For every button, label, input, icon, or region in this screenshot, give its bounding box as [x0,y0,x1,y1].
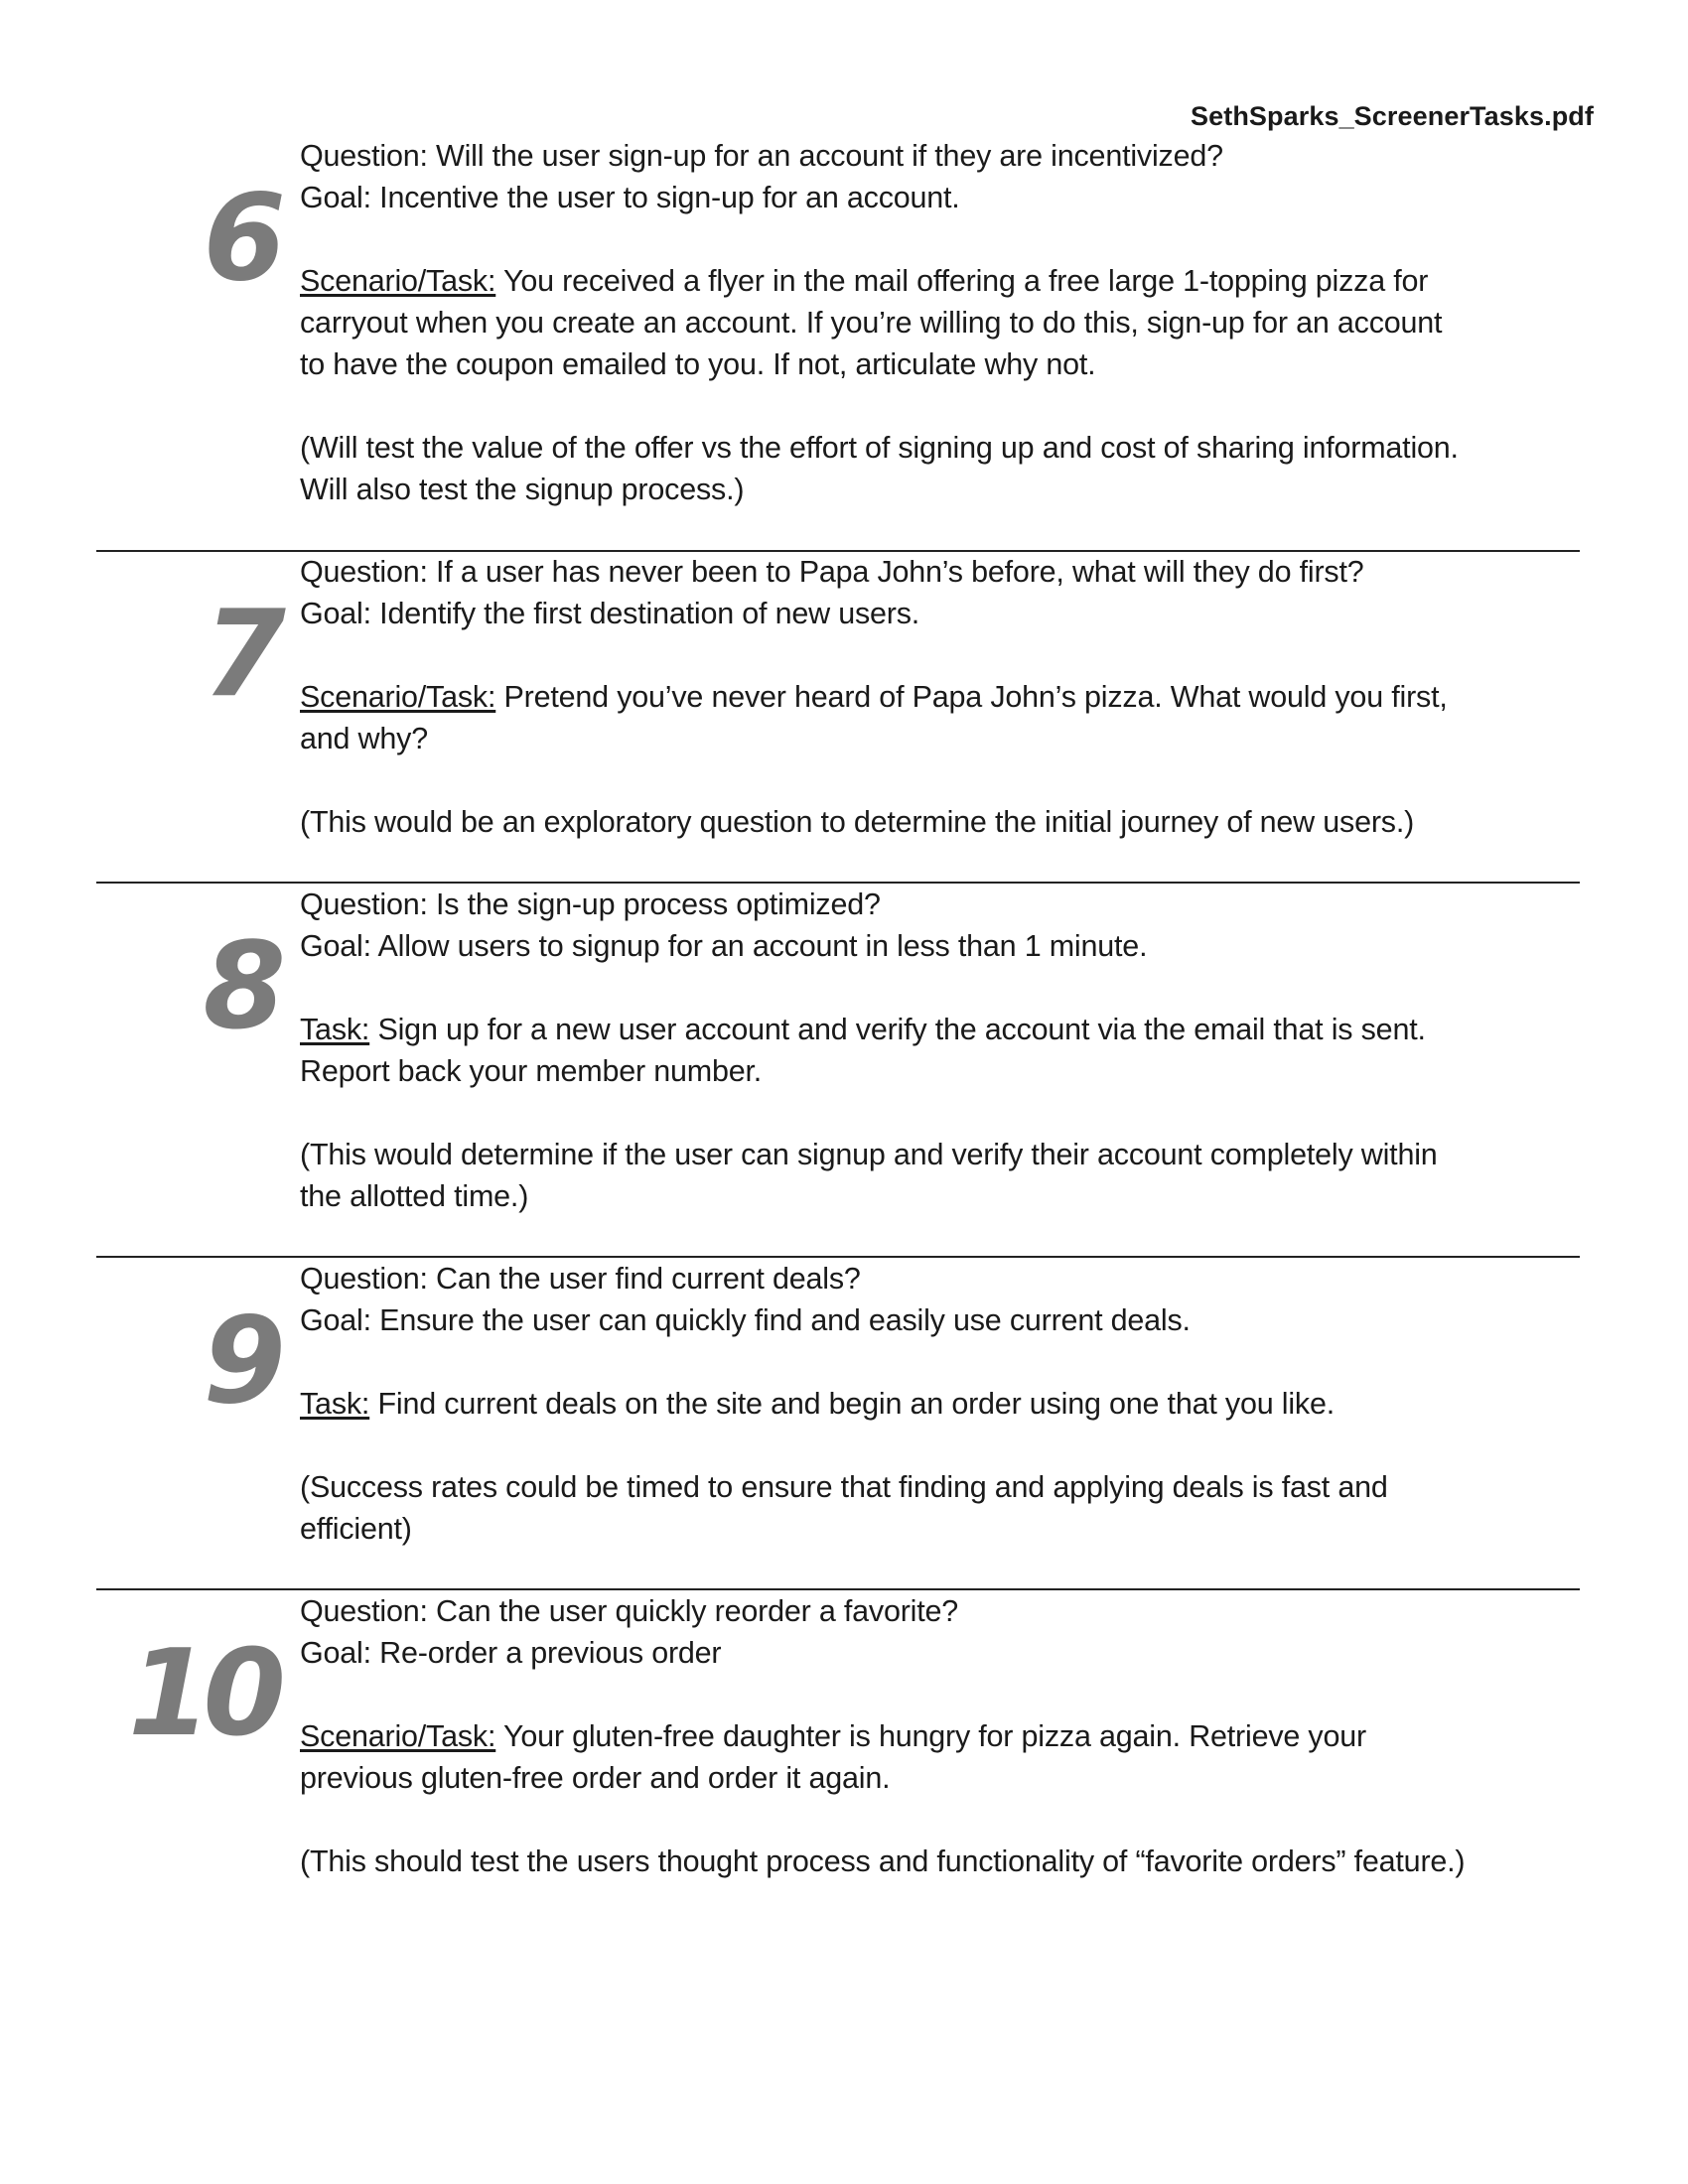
section-content [300,135,1591,510]
section-content [300,1590,1591,1882]
task-label: Scenario/Task: [300,680,496,714]
task-line: Task: Find current deals on the site and begin an order using one that you like. [300,1387,1335,1421]
task-line: Task: Sign up for a new user account and verify the account via the email that is sent. [300,1013,1426,1046]
section-content [300,884,1591,1217]
section-number: 6 [203,170,278,308]
question-text: Question: Can the user quickly reorder a favorite? [300,1594,959,1628]
note-text: (Success rates could be timed to ensure that finding and applying deals is fast and [300,1470,1388,1504]
task-line: Scenario/Task: Pretend you’ve never heard of Papa John’s pizza. What would you first, [300,680,1448,714]
goal-text: Goal: Incentive the user to sign-up for an account. [300,181,960,214]
task-line: Report back your member number. [300,1054,763,1088]
task-line: previous gluten-free order and order it again. [300,1761,891,1795]
task-label: Task: [300,1387,370,1421]
note-text: (This should test the users thought process and functionality of “favorite orders” feature.) [300,1844,1466,1878]
question-text: Question: If a user has never been to Papa John’s before, what will they do first? [300,555,1364,589]
question-text: Question: Is the sign-up process optimized? [300,887,881,921]
document-filename: SethSparks_ScreenerTasks.pdf [1191,101,1594,131]
section-content [300,551,1591,843]
section-content [300,1258,1591,1550]
section-number: 8 [203,918,278,1056]
note-text: (This would be an exploratory question to determine the initial journey of new users.) [300,805,1415,839]
note-text: Will also test the signup process.) [300,473,745,506]
note-text: (This would determine if the user can signup and verify their account completely within [300,1138,1438,1171]
question-text: Question: Will the user sign-up for an account if they are incentivized? [300,139,1223,173]
note-text: (Will test the value of the offer vs the effort of signing up and cost of sharing information. [300,431,1459,465]
note-text: the allotted time.) [300,1179,529,1213]
note-text: efficient) [300,1512,412,1546]
task-line: Scenario/Task: Your gluten-free daughter is hungry for pizza again. Retrieve your [300,1719,1366,1753]
goal-text: Goal: Ensure the user can quickly find and easily use current deals. [300,1303,1191,1337]
task-label: Scenario/Task: [300,264,496,298]
goal-text: Goal: Allow users to signup for an account in less than 1 minute. [300,929,1148,963]
question-text: Question: Can the user find current deals? [300,1262,861,1296]
task-line: to have the coupon emailed to you. If not, articulate why not. [300,347,1096,381]
section-number: 10 [128,1625,278,1763]
task-label: Task: [300,1013,370,1046]
task-label: Scenario/Task: [300,1719,496,1753]
goal-text: Goal: Re-order a previous order [300,1636,722,1670]
section-number: 9 [203,1293,278,1431]
goal-text: Goal: Identify the first destination of new users. [300,597,920,630]
task-line: and why? [300,722,428,755]
task-line: Scenario/Task: You received a flyer in the mail offering a free large 1-topping pizza for [300,264,1429,298]
task-line: carryout when you create an account. If you’re willing to do this, sign-up for an account [300,306,1443,340]
section-number: 7 [203,586,278,724]
